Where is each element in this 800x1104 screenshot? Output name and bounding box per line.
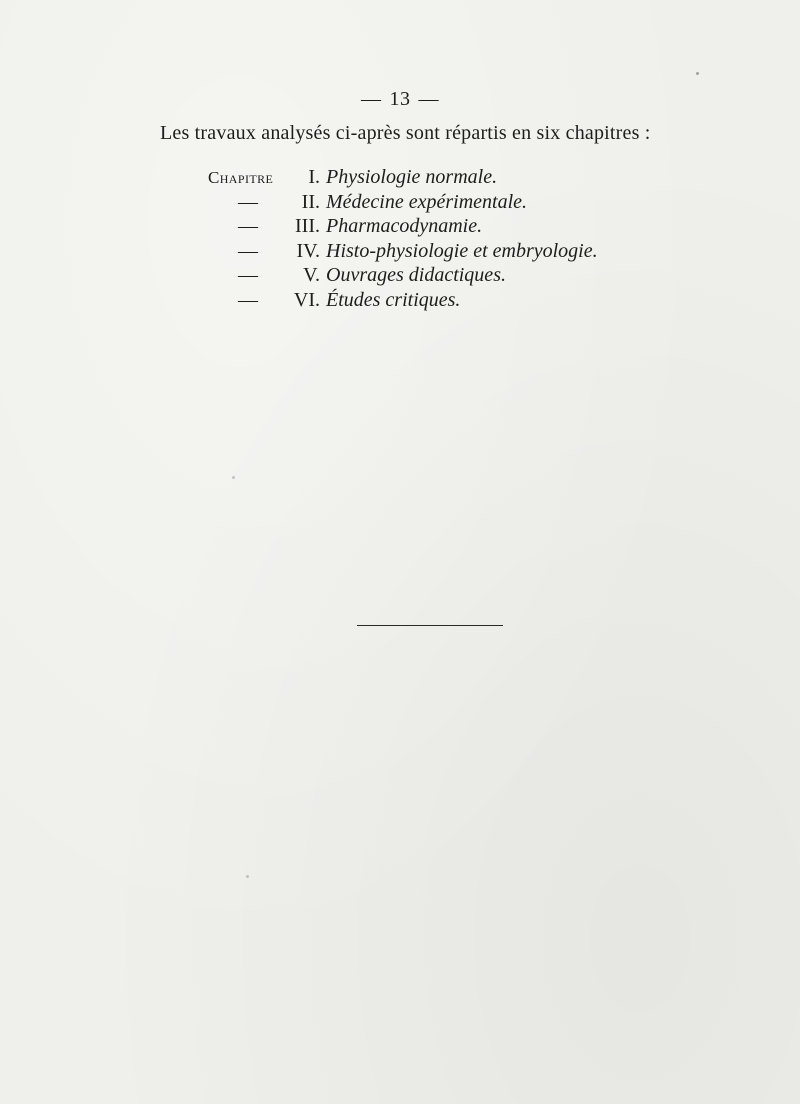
page-number: [0, 88, 800, 111]
paper-speck: [696, 72, 699, 75]
paper-speck: [232, 476, 235, 479]
page-number-value: 13: [389, 88, 411, 110]
chapter-numeral: I.: [308, 166, 320, 188]
chapter-prefix: Chapitre: [208, 168, 274, 187]
chapter-numeral: III.: [295, 215, 320, 237]
chapter-title: Ouvrages didactiques.: [326, 264, 506, 286]
page-number-dash-left: —: [361, 88, 382, 110]
page-number-dash-right: —: [418, 88, 439, 110]
section-divider: [357, 625, 503, 626]
chapter-numeral: II.: [301, 190, 320, 213]
chapter-numeral: IV.: [296, 239, 320, 262]
chapter-prefix: —: [238, 215, 258, 237]
paper-speck: [246, 875, 249, 878]
chapter-title: Médecine expérimentale.: [326, 190, 528, 213]
chapter-numeral: VI.: [293, 288, 320, 311]
chapter-title: Physiologie normale.: [326, 166, 498, 188]
chapter-title: Histo-physiologie et embryologie.: [326, 239, 598, 262]
chapter-title: Pharmacodynamie.: [326, 215, 483, 237]
chapter-prefix: —: [238, 264, 258, 286]
chapter-title: Études critiques.: [326, 288, 461, 311]
intro-sentence: Les travaux analysés ci-après sont répartis en six chapitres :: [160, 122, 651, 144]
chapter-prefix: —: [238, 288, 258, 311]
chapter-numeral: V.: [303, 264, 320, 286]
chapter-prefix: —: [238, 190, 258, 213]
chapter-prefix: —: [238, 239, 258, 262]
